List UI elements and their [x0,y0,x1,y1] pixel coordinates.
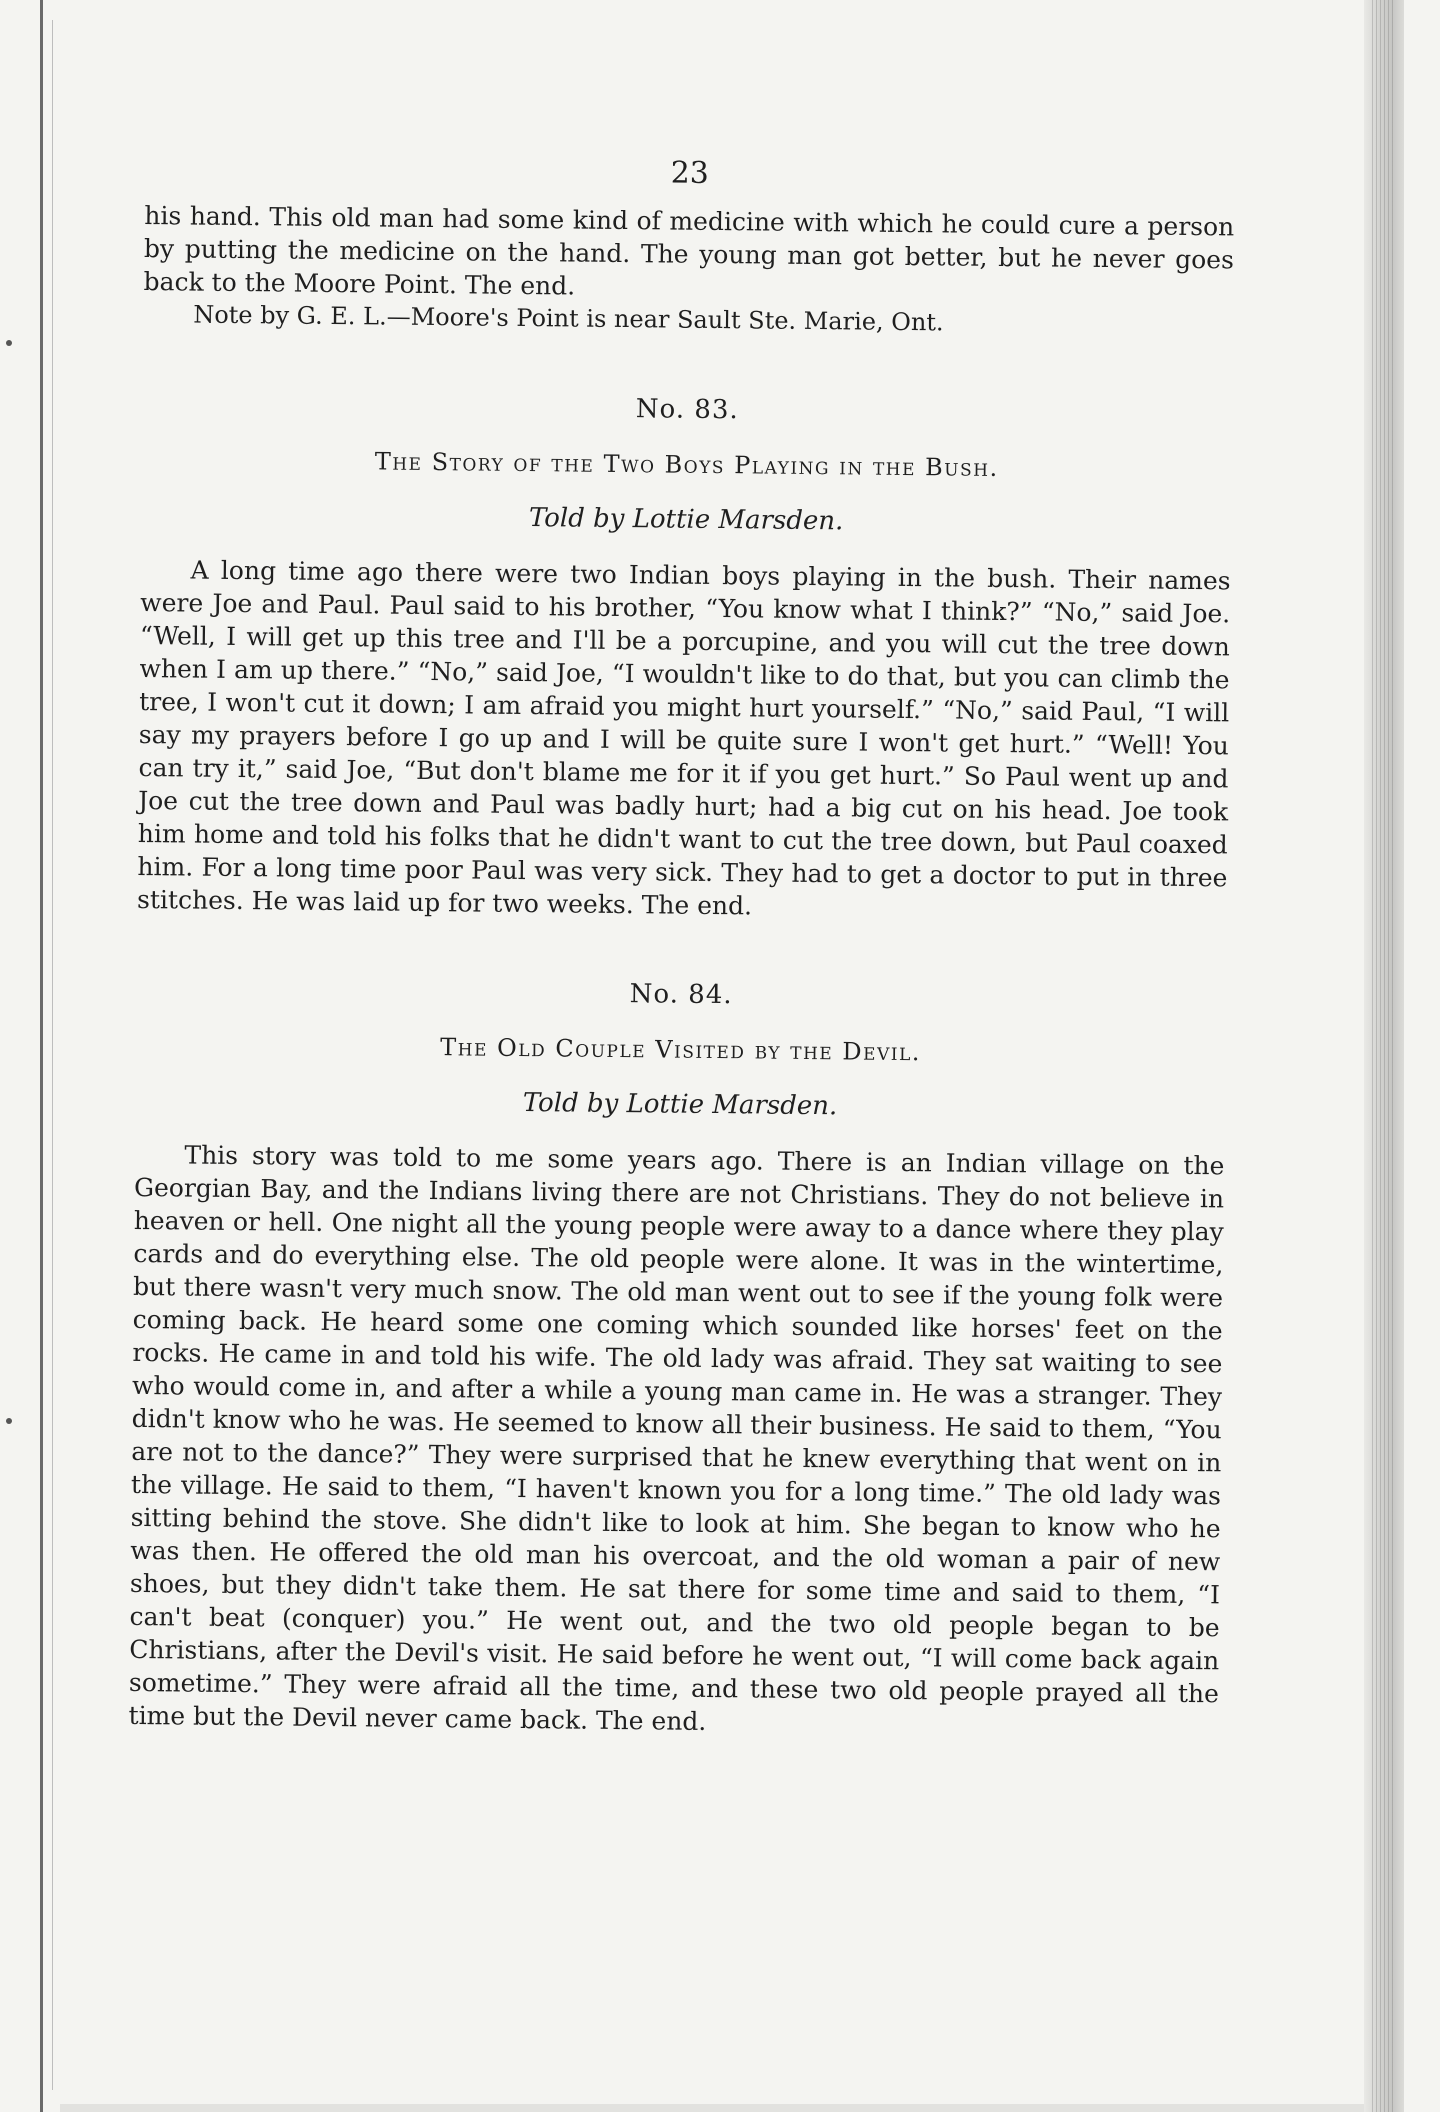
page-binding-shadow [52,20,53,2090]
continuation-paragraph: his hand. This old man had some kind of medicine with which he could cure a person by putting the medicine on the hand. The young man got better, but he never goes back to the Moore Point. The end. [143,200,1235,301]
story-number: No. 83. [635,394,739,426]
page-stack-lines [1372,0,1396,2112]
story-number: No. 84. [629,979,733,1011]
story-83 [137,389,1232,927]
story-title: The Old Couple Visited by the Devil. [440,1033,922,1067]
story-84 [128,974,1226,1743]
editor-note: Note by G. E. L.—Moore's Point is near Sault Ste. Marie, Ont. [193,300,944,337]
page-content [128,150,1235,1743]
page-bottom-edge [60,2104,1364,2112]
story-text: A long time ago there were two Indian boys playing in the bush. Their names were Joe and Paul. Paul said to his brother, “You know what I think?” “No,” said Joe. “Well, I will get up this tree and I'll be a porcupine, and you will cut the tree down when I am up there.” “No,” said Joe, “I wouldn't like to do that, but you can climb the tree, I won't cut it down; I am afraid you might hurt yourself.” “No,” said Paul, “I will say my prayers before I go up and I will be quite sure I won't get hurt.” “Well! You can try it,” said Joe, “But don't blame me for it if you get hurt.” So Paul went up and Joe cut the tree down and Paul was badly hurt; had a big cut on his head. Joe took him home and told his folks that he didn't want to cut the tree down, but Paul coaxed him. For a long time poor Paul was very sick. They had to get a doctor to put in three stitches. He was laid up for two weeks. The end. [136,555,1231,921]
margin-mark [6,1418,12,1424]
page-number: 23 [670,155,710,191]
story-text: This story was told to me some years ago. There is an Indian village on the Georgian Bay, and the Indians living there are not Christians. They do not believe in heaven or hell. One night all the young people were away to a dance where they play cards and do everything else. The old people were alone. It was in the wintertime, but there wasn't very much snow. The old man went out to see if the young folk were coming back. He heard some one coming which sounded like horses' feet on the rocks. He came in and told his wife. The old lady was afraid. They sat waiting to see who would come in, and after a while a young man came in. He was a stranger. They didn't know who he was. He seemed to know all their business. He said to them, “You are not to the dance?” They were surprised that he knew everything that went on in the village. He said to them, “I haven't known you for a long time.” The old lady was sitting behind the stove. She didn't like to look at him. She began to know who he was then. He offered the old man his overcoat, and the old woman a pair of new shoes, but they didn't take them. He sat there for some time and said to them, “I can't beat (conquer) you.” He went out, and the two old people began to be Christians, after the Devil's visit. He said before he went out, “I will come back again sometime.” They were afraid all the time, and these two old people prayed all the time but the Devil never came back. The end. [128,1140,1225,1736]
story-teller: Told by Lottie Marsden. [528,503,844,537]
margin-mark [6,340,12,346]
story-teller: Told by Lottie Marsden. [522,1088,838,1122]
story-title: The Story of the Two Boys Playing in the Bush. [374,447,999,482]
page-binding-edge [40,0,43,2112]
